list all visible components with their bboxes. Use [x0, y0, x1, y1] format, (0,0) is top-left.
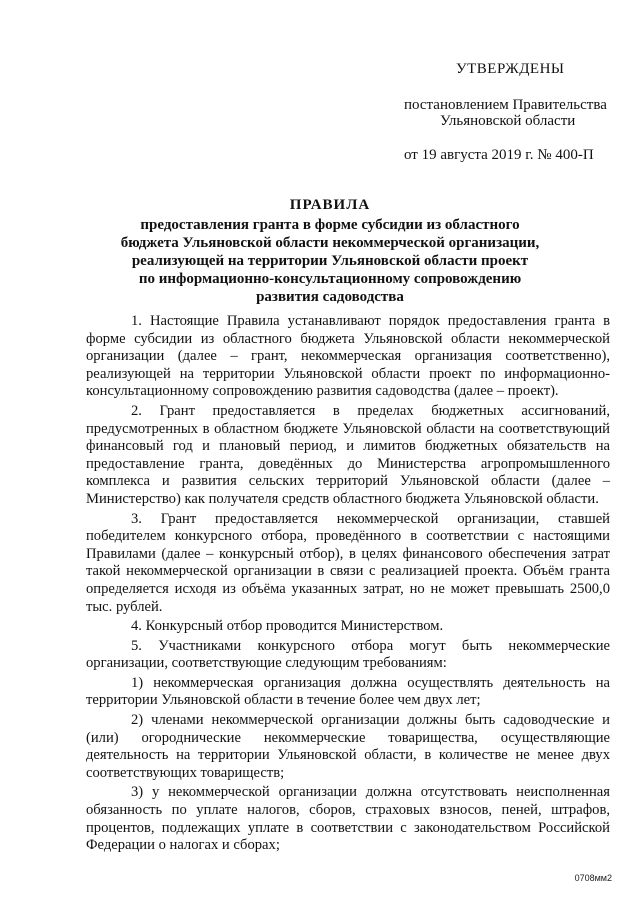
requirement-2: 2) членами некоммерческой организации должны быть садоводческие и (или) огороднические некоммерческие товарищества, осуществляющие деятельность на территории Ульяновской области, в количестве не менее двух соответствующих товариществ;: [86, 712, 610, 781]
paragraph-5: 5. Участниками конкурсного отбора могут быть некоммерческие организации, соответствующие следующим требованиям:: [86, 637, 610, 672]
title-line: развития садоводства: [256, 289, 404, 305]
footer-code: 0708мм2: [574, 873, 612, 883]
title-line: бюджета Ульяновской области некоммерческой организации,: [120, 235, 540, 251]
paragraph-2: 2. Грант предоставляется в пределах бюджетных ассигнований, предусмотренных в областном бюджете Ульяновской области на соответствующий финансовый год и плановый период, и лимитов бюджетных обязательств на предоставление гранта, доведённых до Министерства агропромышленного комплекса и развития сельских территорий Ульяновской области (далее – Министерство) как получателя средств областного бюджета Ульяновской области.: [86, 402, 610, 507]
title-line: реализующей на территории Ульяновской области проект: [131, 253, 529, 269]
paragraph-4: 4. Конкурсный отбор проводится Министерством.: [131, 618, 444, 635]
title-line: по информационно-консультационному сопровождению: [138, 271, 522, 287]
paragraph-3: 3. Грант предоставляется некоммерческой организации, ставшей победителем конкурсного отбора, проведённого в соответствии с настоящими Правилами (далее – конкурсный отбор), в целях финансового обеспечения затрат такой некоммерческой организации в связи с реализацией проекта. Объём гранта определяется исходя из объёма указанных затрат, но не может превышать 2500,0 тыс. рублей.: [86, 510, 610, 615]
requirement-1: 1) некоммерческая организация должна осуществлять деятельность на территории Ульяновской области в течение более чем двух лет;: [86, 674, 610, 709]
approval-date: от 19 августа 2019 г. № 400-П: [404, 147, 594, 163]
document-body: [86, 313, 610, 857]
title-main: ПРАВИЛА: [289, 197, 371, 213]
approved-by-region: Ульяновской области: [440, 113, 576, 129]
approved-heading: УТВЕРЖДЕНЫ: [456, 61, 565, 77]
document-title: [90, 196, 570, 306]
requirement-3: 3) у некоммерческой организации должна отсутствовать неисполненная обязанность по уплате налогов, сборов, страховых взносов, пеней, штрафов, процентов, подлежащих уплате в соответствии с законодательством Российской Федерации о налогах и сборах;: [86, 784, 610, 854]
title-line: предоставления гранта в форме субсидии из областного: [140, 217, 520, 233]
paragraph-1: 1. Настоящие Правила устанавливают порядок предоставления гранта в форме субсидии из областного бюджета Ульяновской области некоммерческой организации (далее – грант, некоммерческая организация соответственно), реализующей на территории Ульяновской области проект по информационно-консультационному сопровождению развития садоводства (далее – проект).: [86, 313, 610, 400]
approved-by-line: постановлением Правительства: [404, 97, 607, 113]
